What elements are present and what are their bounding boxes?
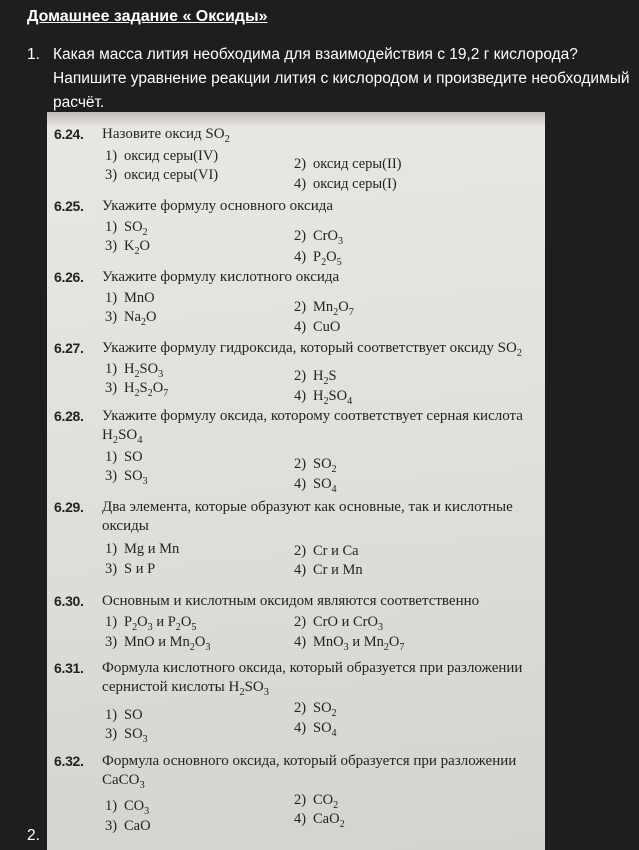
option-4: 4) CuO <box>294 319 341 335</box>
exercise-question: Формула кислотного оксида, который образуется при разложении сернистой кислоты $H_2SO_3$ <box>102 660 523 698</box>
option-2: 2) Cr и Ca <box>294 543 359 559</box>
option-3: 3) $SO_3$ <box>105 468 148 487</box>
question-2-number: 2. <box>27 827 40 844</box>
page-title: Домашнее задание « Оксиды» <box>27 8 268 25</box>
option-3: 3) CaO <box>105 818 151 834</box>
option-1: 1) SO <box>105 449 143 465</box>
option-1: 1) $CO_3$ <box>105 798 150 817</box>
question-1 <box>27 43 633 115</box>
option-3: 3) $SO_3$ <box>105 726 148 745</box>
option-4: 4) оксид серы(I) <box>294 176 397 192</box>
exercise-question: Два элемента, которые образуют как основные, так и кислотные оксиды <box>102 499 513 534</box>
exercise-question: Назовите оксид $SO_2$ <box>102 126 230 145</box>
option-3: 3) оксид серы(VI) <box>105 167 219 183</box>
option-4: 4) CaO$_2$ <box>294 811 345 830</box>
option-3: 3) MnO и $Mn_2O_3$ <box>105 634 211 653</box>
option-3: 3) S и P <box>105 561 156 577</box>
option-2: 2) $SO_2$ <box>294 700 337 719</box>
exercise-number: 6.29. <box>54 499 84 515</box>
exercise-question: Укажите формулу оксида, которому соответствует серная кислота $H_2SO_4$ <box>102 408 523 446</box>
exercise-number: 6.27. <box>54 340 84 356</box>
option-4: 4) $P_2O_5$ <box>294 249 342 268</box>
question-1-number: 1. <box>27 46 40 63</box>
option-2: 2) $CO_2$ <box>294 792 339 811</box>
option-3: 3) $Na_2O$ <box>105 309 157 328</box>
option-2: 2) CrO и CrO$_3$ <box>294 614 384 633</box>
exercise-number: 6.26. <box>54 269 84 285</box>
option-2: 2) $Mn_2O_7$ <box>294 299 354 318</box>
exercise-question: Укажите формулу основного оксида <box>102 198 334 214</box>
option-1: 1) SO <box>105 707 143 723</box>
exercise-number: 6.28. <box>54 408 84 424</box>
exercise-number: 6.32. <box>54 753 84 769</box>
option-4: 4) $SO_4$ <box>294 476 337 495</box>
option-2: 2) CrO$_3$ <box>294 228 344 247</box>
option-1: 1) оксид серы(IV) <box>105 148 219 164</box>
exercise-number: 6.31. <box>54 660 84 676</box>
option-3: 3) $K_2O$ <box>105 238 151 257</box>
exercise-number: 6.25. <box>54 198 84 214</box>
exercise-question: Формула основного оксида, который образуется при разложении CaCO$_3$ <box>102 753 517 791</box>
option-1: 1) Mg и Mn <box>105 541 180 557</box>
option-4: 4) $SO_4$ <box>294 720 337 739</box>
option-2: 2) $SO_2$ <box>294 456 337 475</box>
option-1: 1) $P_2O_3$ и $P_2O_5$ <box>105 614 197 633</box>
option-3: 3) $H_2S_2O_7$ <box>105 380 169 399</box>
question-1-text: Какая масса лития необходима для взаимодействия с 19,2 г кислорода? Напишите уравнение реакции лития с кислородом и произведите необходимый расчёт. <box>53 46 630 111</box>
option-2: 2) оксид серы(II) <box>294 156 402 172</box>
exercise-number: 6.30. <box>54 593 84 609</box>
exercise-question: Основным и кислотным оксидом являются соответственно <box>102 593 480 609</box>
option-4: 4) Cr и Mn <box>294 562 363 578</box>
exercise-question: Укажите формулу кислотного оксида <box>102 269 340 285</box>
option-2: 2) $H_2S$ <box>294 368 337 387</box>
option-1: 1) $H_2SO_3$ <box>105 361 164 380</box>
option-1: 1) MnO <box>105 290 155 306</box>
exercise-number: 6.24. <box>54 126 84 142</box>
exercise-question: Укажите формулу гидроксида, который соответствует оксиду $SO_2$ <box>102 340 523 359</box>
option-1: 1) $SO_2$ <box>105 219 148 238</box>
option-4: 4) $H_2SO_4$ <box>294 388 353 407</box>
textbook-photo <box>47 112 545 850</box>
option-4: 4) MnO$_3$ и $Mn_2O_7$ <box>294 634 405 653</box>
